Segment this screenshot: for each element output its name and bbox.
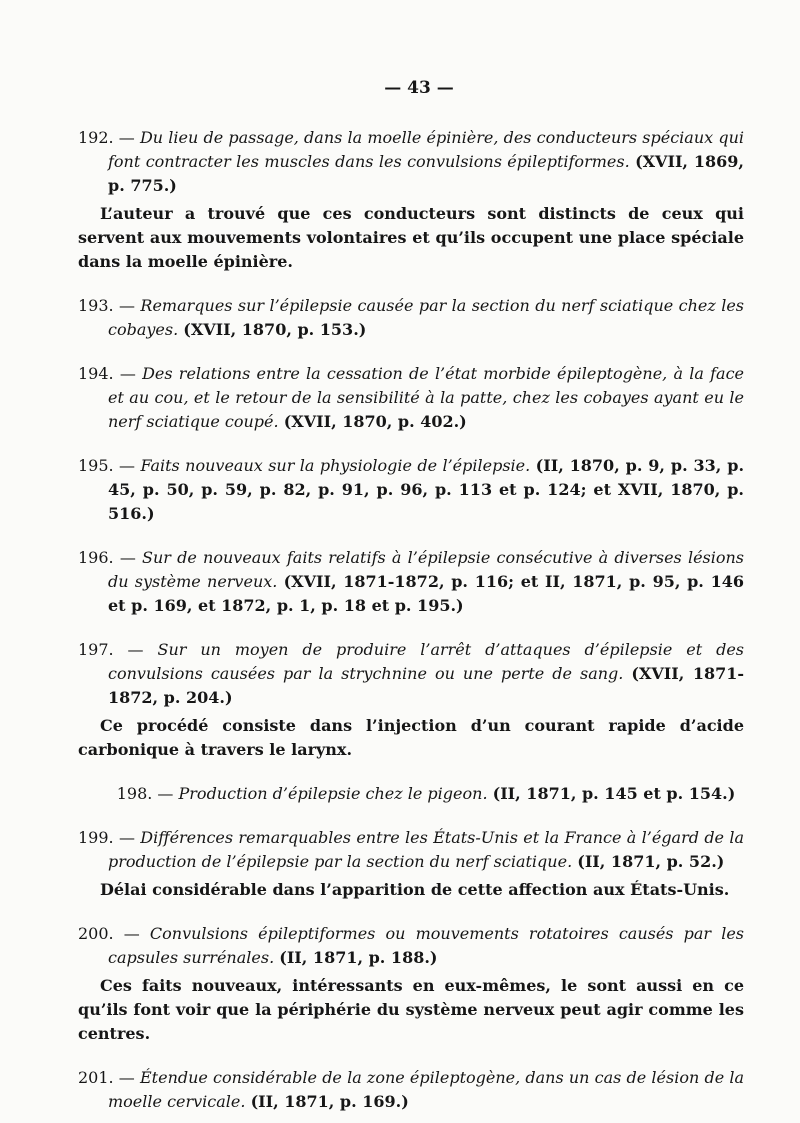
bibliography-entry	[78, 638, 744, 762]
entry-number: 198.	[116, 784, 153, 803]
entry-title: Faits nouveaux sur la physiologie de l’épilepsie.	[140, 456, 531, 475]
entry-separator: —	[113, 296, 141, 315]
entry-reference: (II, 1871, p. 169.)	[250, 1092, 409, 1111]
bibliography-entry	[78, 126, 744, 274]
entry-heading	[78, 782, 744, 806]
entry-comment: L’auteur a trouvé que ces conducteurs sont distincts de ceux qui servent aux mouvements volontaires et qu’ils occupent une place spéciale dans la moelle épinière.	[78, 204, 744, 271]
bibliography-entry	[78, 1066, 744, 1114]
entry-heading	[78, 638, 744, 710]
entry-separator: —	[113, 828, 141, 847]
entry-number: 196.	[78, 548, 114, 567]
entry-separator: —	[113, 1068, 140, 1087]
entry-heading	[78, 362, 744, 434]
entry-heading	[78, 454, 744, 526]
entry-reference: (II, 1871, p. 52.)	[577, 852, 725, 871]
entry-reference: (II, 1870, p. 9, p. 33, p. 45, p. 50, p. 59, p. 82, p. 91, p. 96, p. 113 et p. 124; et XVII, 1870, p. 516.)	[108, 456, 745, 523]
bibliography-entry	[78, 922, 744, 1046]
bibliography-entry	[78, 454, 744, 526]
entry-reference: (XVII, 1869, p. 775.)	[108, 152, 744, 195]
entry-reference: (II, 1871, p. 188.)	[279, 948, 438, 967]
entry-title: Convulsions épileptiformes ou mouvements rotatoires causés par les capsules surrénales.	[108, 924, 745, 967]
entry-reference: (XVII, 1870, p. 402.)	[283, 412, 467, 431]
entry-reference: (XVII, 1871-1872, p. 116; et II, 1871, p. 95, p. 146 et p. 169, et 1872, p. 1, p. 18 et p. 195.)	[108, 572, 744, 615]
entry-number: 199.	[78, 828, 114, 847]
entry-number: 201.	[78, 1068, 114, 1087]
entry-title: Remarques sur l’épilepsie causée par la section du nerf sciatique chez les cobayes.	[108, 296, 744, 339]
entry-separator: —	[113, 924, 150, 943]
entry-heading	[78, 922, 744, 970]
bibliography-list	[78, 126, 744, 1114]
bibliography-entry	[78, 546, 744, 618]
entry-separator: —	[113, 640, 158, 659]
entry-separator: —	[113, 364, 143, 383]
entry-reference: (XVII, 1870, p. 153.)	[183, 320, 367, 339]
entry-separator: —	[113, 456, 141, 475]
entry-number: 200.	[78, 924, 114, 943]
entry-heading	[78, 126, 744, 198]
entry-comment: Ce procédé consiste dans l’injection d’un courant rapide d’acide carbonique à travers le larynx.	[78, 716, 744, 759]
entry-title: Étendue considérable de la zone épileptogène, dans un cas de lésion de la moelle cervicale.	[108, 1068, 745, 1111]
entry-reference: (II, 1871, p. 145 et p. 154.)	[492, 784, 736, 803]
entry-heading	[78, 546, 744, 618]
entry-separator: —	[152, 784, 179, 803]
entry-title: Différences remarquables entre les États-Unis et la France à l’égard de la production de l’épilepsie par la section du nerf sciatique.	[108, 828, 745, 871]
entry-title: Sur un moyen de produire l’arrêt d’attaques d’épilepsie et des convulsions causées par la strychnine ou une perte de sang.	[108, 640, 745, 683]
entry-separator: —	[113, 548, 143, 567]
bibliography-entry	[78, 782, 744, 806]
entry-heading	[78, 294, 744, 342]
entry-number: 195.	[78, 456, 114, 475]
entry-comment: Ces faits nouveaux, intéressants en eux-mêmes, le sont aussi en ce qu’ils font voir que la périphérie du système nerveux peut agir comme les centres.	[78, 976, 744, 1043]
entry-title: Des relations entre la cessation de l’état morbide épileptogène, à la face et au cou, et le retour de la sensibilité à la patte, chez les cobayes ayant eu le nerf sciatique coupé.	[108, 364, 745, 431]
page-number: — 43 —	[384, 78, 454, 98]
entry-comment: Délai considérable dans l’apparition de cette affection aux États-Unis.	[100, 880, 730, 899]
entry-reference: (XVII, 1871-1872, p. 204.)	[108, 664, 744, 707]
entry-number: 192.	[78, 128, 114, 147]
entry-title: Sur de nouveaux faits relatifs à l’épilepsie consécutive à diverses lésions du système nerveux.	[108, 548, 745, 591]
entry-number: 194.	[78, 364, 114, 383]
entry-separator: —	[113, 128, 140, 147]
entry-title: Du lieu de passage, dans la moelle épinière, des conducteurs spéciaux qui font contracter les muscles dans les convulsions épileptiformes.	[108, 128, 745, 171]
bibliography-entry	[78, 294, 744, 342]
bibliography-entry	[78, 362, 744, 434]
entry-heading	[78, 1066, 744, 1114]
bibliography-entry	[78, 826, 744, 902]
entry-title: Production d’épilepsie chez le pigeon.	[178, 784, 488, 803]
entry-heading	[78, 826, 744, 874]
entry-number: 193.	[78, 296, 114, 315]
entry-number: 197.	[78, 640, 114, 659]
